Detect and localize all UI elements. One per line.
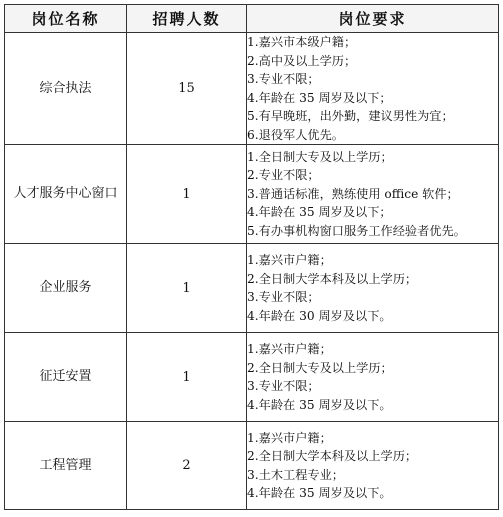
requirements-cell xyxy=(247,33,499,145)
requirements-cell xyxy=(247,422,499,510)
requirements-cell xyxy=(247,145,499,244)
requirement-item: 3.专业不限； xyxy=(247,379,320,393)
hiring-count: 2 xyxy=(127,422,247,510)
requirement-item: 3.普通话标准，熟练使用 office 软件； xyxy=(247,186,459,201)
requirement-item: 3.专业不限； xyxy=(247,290,320,304)
header-position: 岗位名称 xyxy=(5,5,127,33)
position-name: 征迁安置 xyxy=(5,333,127,422)
requirement-item: 1.嘉兴市本级户籍； xyxy=(247,35,357,49)
hiring-count: 1 xyxy=(127,333,247,422)
table-row xyxy=(5,145,499,244)
requirement-item: 4.年龄在 35 周岁及以下。 xyxy=(247,397,392,412)
requirement-item: 5.有早晚班，出外勤，建议男性为宜； xyxy=(247,109,454,123)
requirement-item: 2.专业不限； xyxy=(247,168,320,183)
hiring-count: 15 xyxy=(127,33,247,145)
header-requirements: 岗位要求 xyxy=(247,5,499,33)
requirement-item: 1.嘉兴市户籍； xyxy=(247,342,332,356)
position-name: 人才服务中心窗口 xyxy=(5,145,127,244)
requirement-item: 3.土木工程专业； xyxy=(247,467,344,482)
table-header-row xyxy=(5,5,499,33)
requirements-cell xyxy=(247,244,499,333)
requirement-item: 3.专业不限； xyxy=(247,72,320,86)
position-name: 企业服务 xyxy=(5,244,127,333)
requirement-item: 2.全日制大学本科及以上学历； xyxy=(247,271,418,286)
position-name: 综合执法 xyxy=(5,33,127,145)
requirement-item: 6.退役军人优先。 xyxy=(247,127,344,142)
table-row xyxy=(5,33,499,145)
position-name: 工程管理 xyxy=(5,422,127,510)
requirement-item: 4.年龄在 35 周岁及以下； xyxy=(247,205,392,220)
requirement-item: 1.嘉兴市户籍； xyxy=(247,253,332,267)
header-count: 招聘人数 xyxy=(127,5,247,33)
requirement-item: 2.全日制大专及以上学历； xyxy=(247,360,393,375)
table-row xyxy=(5,333,499,422)
requirement-item: 4.年龄在 35 周岁及以下。 xyxy=(247,486,392,500)
recruitment-sheet xyxy=(4,4,498,514)
hiring-count: 1 xyxy=(127,145,247,244)
requirement-item: 2.高中及以上学历； xyxy=(247,53,357,68)
requirements-cell xyxy=(247,333,499,422)
table-row xyxy=(5,422,499,510)
requirement-item: 4.年龄在 30 周岁及以下。 xyxy=(247,308,392,323)
requirement-item: 5.有办事机构窗口服务工作经验者优先。 xyxy=(247,223,466,238)
requirement-item: 2.全日制大学本科及以上学历； xyxy=(247,449,418,463)
recruitment-table xyxy=(4,4,499,510)
requirement-item: 1.全日制大专及以上学历； xyxy=(247,149,393,164)
requirement-item: 4.年龄在 35 周岁及以下； xyxy=(247,90,392,105)
table-row xyxy=(5,244,499,333)
hiring-count: 1 xyxy=(127,244,247,333)
requirement-item: 1.嘉兴市户籍； xyxy=(247,430,332,445)
